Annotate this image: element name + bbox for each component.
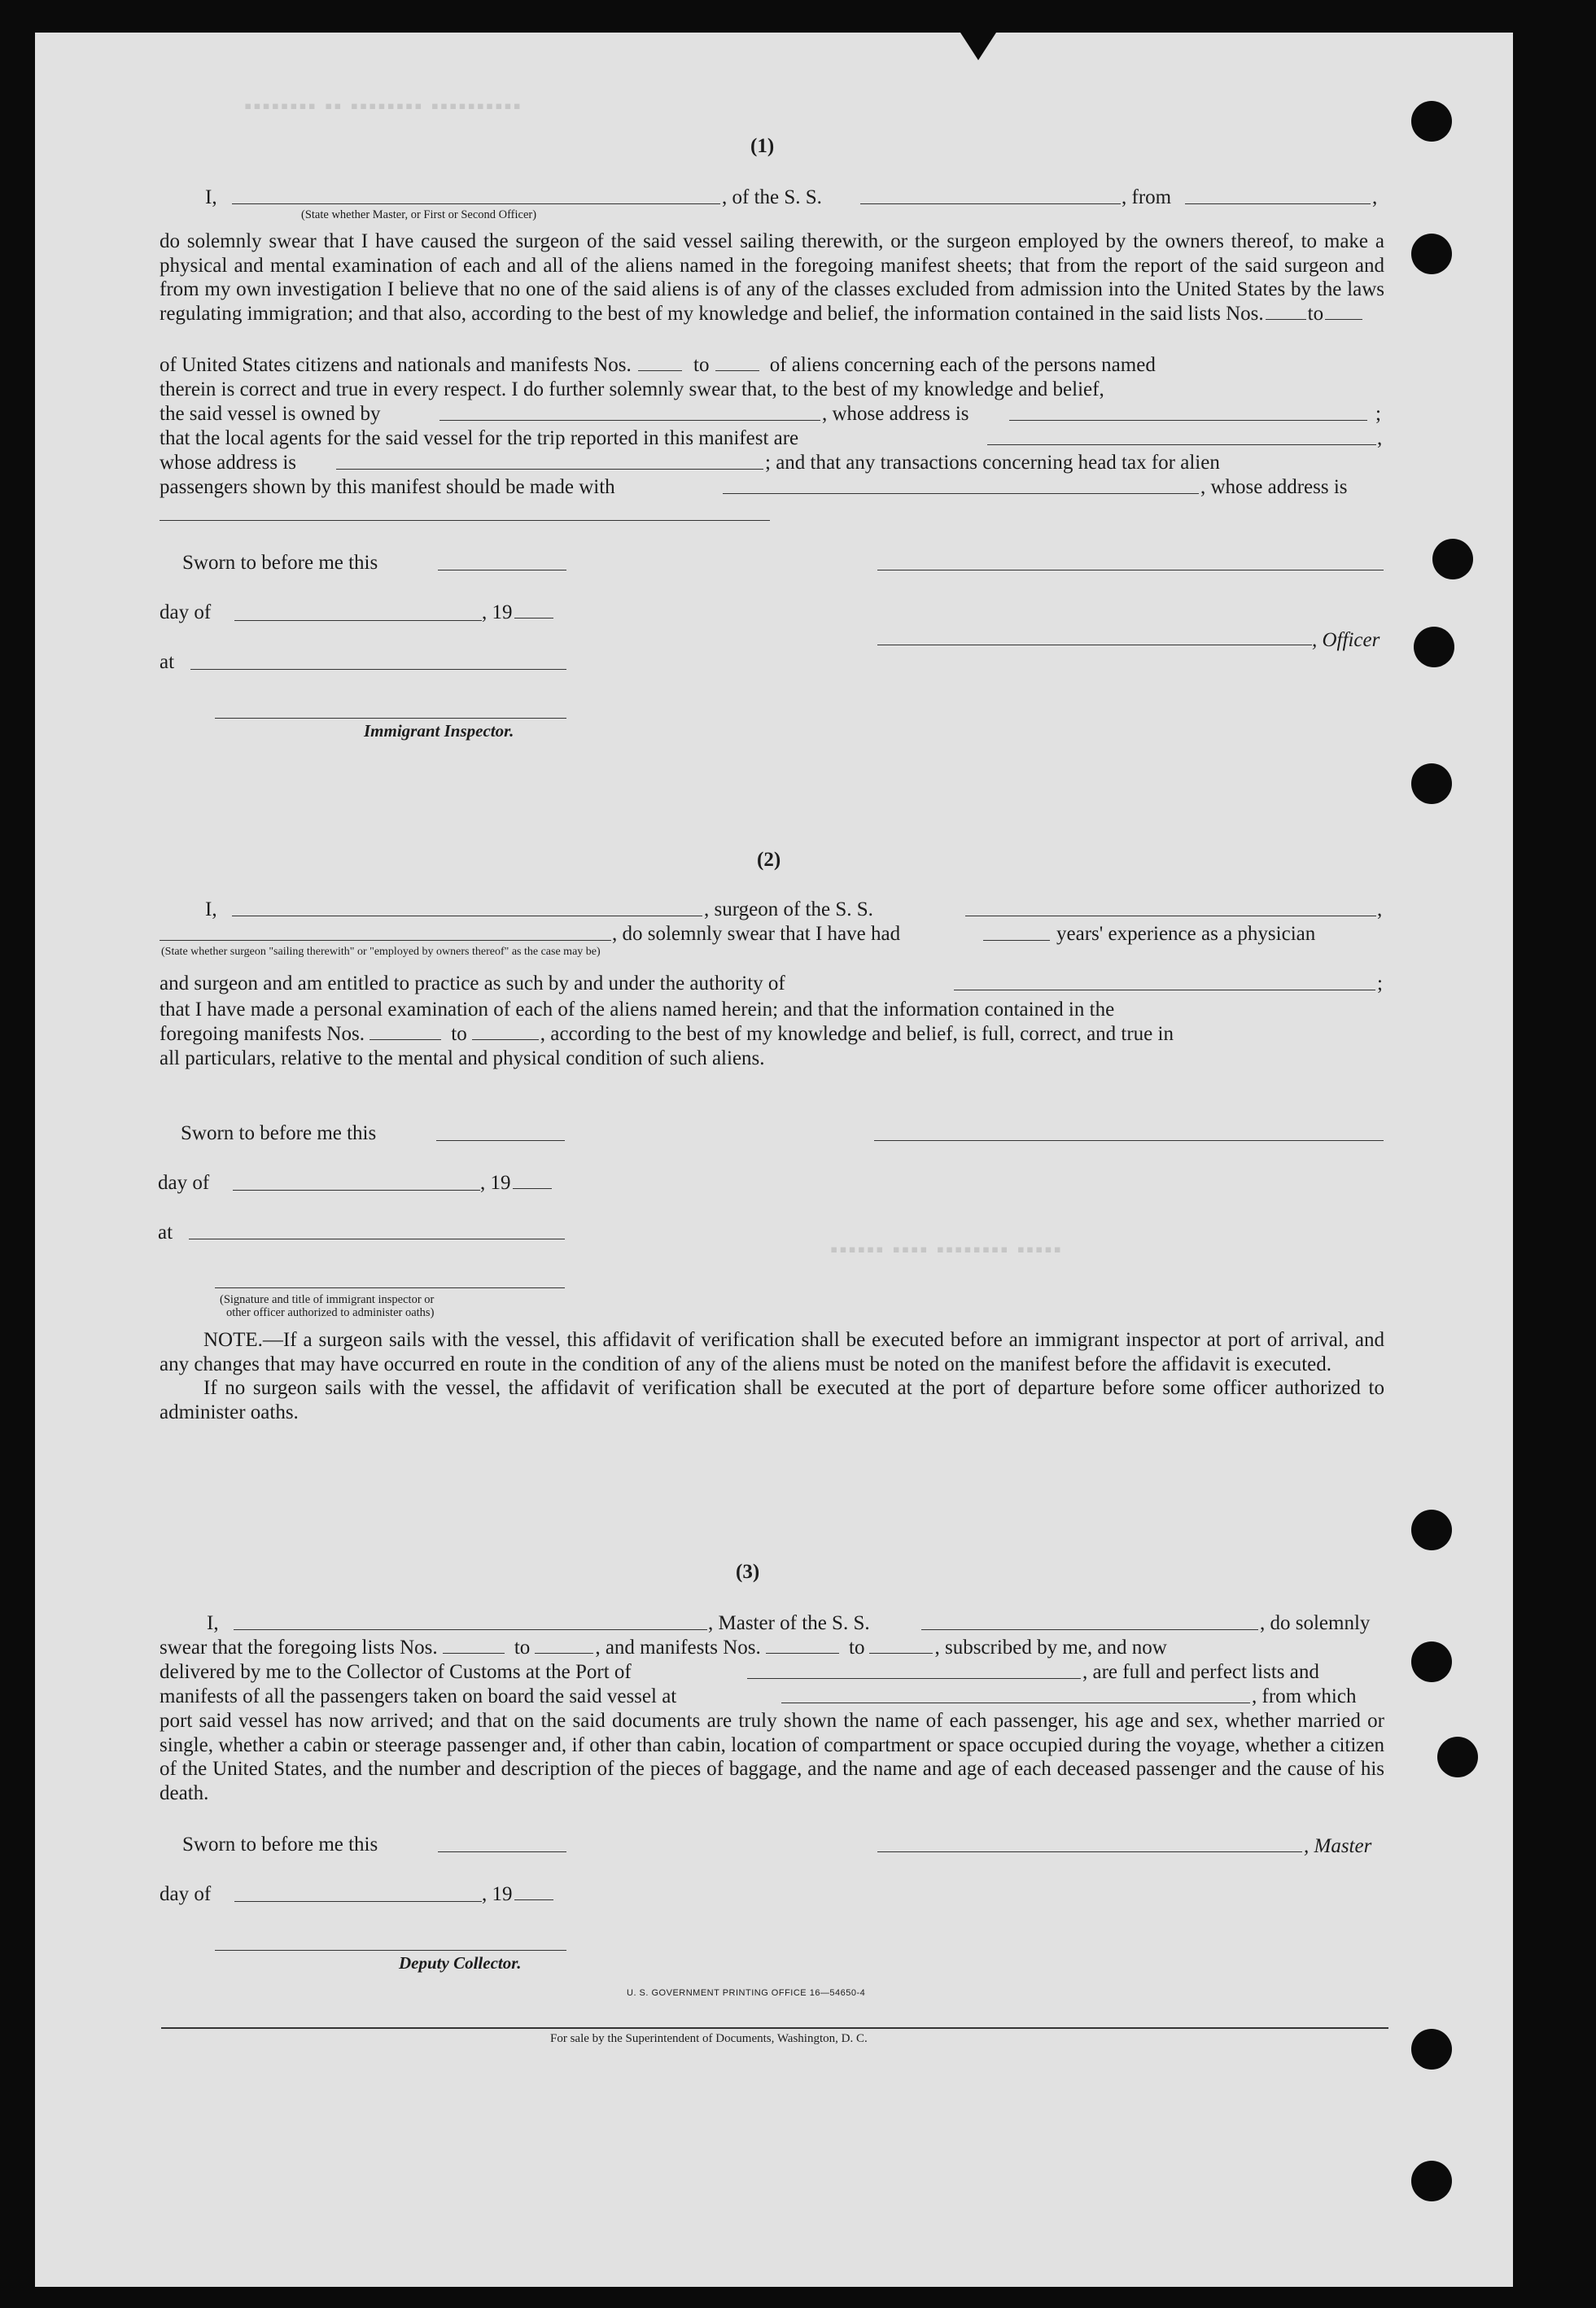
sec3-oath-paragraph: port said vessel has now arrived; and that on the said documents are truly shown the name of each passenger, his age and sex, whether married or single, whether a cabin or steerage passenger and, if other than cabin, location of compartment or space occupied during the voyage, whether a citizen of the United States, and the number and description of the pieces of baggage, and the name and age of each deceased passenger and the cause of his death.	[160, 1710, 1384, 1804]
sec1-owned-by: the said vessel is owned by	[160, 403, 381, 425]
note-label: NOTE.	[203, 1329, 263, 1351]
sec1-month-line	[234, 620, 482, 621]
sec3-manifests-all: manifests of all the passengers taken on board the said vessel at	[160, 1685, 677, 1707]
sec2-nineteen: , 19	[480, 1171, 553, 1196]
sec2-and-surgeon: and surgeon and am entitled to practice as such by and under the authority of	[160, 973, 785, 994]
punch-hole	[1432, 539, 1473, 579]
sec1-semicolon: ;	[1375, 403, 1381, 425]
punch-hole	[1411, 1510, 1452, 1550]
sec3-nineteen: , 19	[482, 1882, 555, 1907]
sec1-oath-paragraph	[160, 229, 1384, 326]
sec2-all-particulars: all particulars, relative to the mental and physical condition of such aliens.	[160, 1047, 765, 1069]
deputy-signature-line	[215, 1950, 566, 1951]
sale-notice: For sale by the Superintendent of Documents, Washington, D. C.	[550, 2032, 868, 2045]
punch-hole	[1411, 763, 1452, 804]
vessel-name-line	[860, 203, 1121, 204]
immigrant-inspector-label: Immigrant Inspector.	[364, 721, 514, 741]
agents-address-line	[336, 469, 763, 470]
sec2-i: I,	[205, 898, 217, 920]
sig-note-2: other officer authorized to administer oaths)	[226, 1306, 435, 1319]
sec2-day-of: day of	[158, 1172, 210, 1194]
sec3-master-name-line	[234, 1629, 707, 1630]
sec3-sworn: Sworn to before me this	[182, 1834, 378, 1856]
sec1-day-of: day of	[160, 601, 212, 623]
section-1-number: (1)	[750, 135, 775, 157]
sec2-foregoing: foregoing manifests Nos. to , according to the best of my knowledge and belief, is full, correct, and true in	[160, 1023, 1174, 1045]
sec1-passengers: passengers shown by this manifest should be made with	[160, 476, 615, 498]
sec3-master-of: , Master of the S. S.	[708, 1612, 870, 1634]
officer-label: , Officer	[1312, 629, 1380, 651]
sec1-therein: therein is correct and true in every respect. I do further solemnly swear that, to the best of my knowledge and belief,	[160, 378, 1104, 400]
sec3-do-solemnly: , do solemnly	[1260, 1612, 1371, 1634]
sec2-sworn: Sworn to before me this	[181, 1122, 377, 1144]
owner-address-line	[1009, 420, 1367, 421]
sec1-whose-address: , whose address is	[822, 403, 969, 425]
to-label: to	[1307, 302, 1324, 325]
sec1-local-agents: that the local agents for the said vessel for the trip reported in this manifest are	[160, 427, 799, 449]
sec3-master-signature-line	[877, 1851, 1302, 1852]
owner-line	[439, 420, 820, 421]
punch-hole	[1411, 234, 1452, 274]
sec2-para: that I have made a personal examination of each of the aliens named herein; and that the information contained in the	[160, 999, 1115, 1021]
master-label: , Master	[1304, 1835, 1372, 1857]
sec2-years: years' experience as a physician	[1056, 923, 1316, 945]
sec2-sworn-date-line	[436, 1140, 565, 1141]
master-note: (State whether Master, or First or Second Officer)	[301, 208, 537, 221]
sec3-day-of: day of	[160, 1883, 212, 1905]
sec1-at: at	[160, 651, 175, 673]
sec2-semicolon: ;	[1377, 973, 1383, 994]
sec3-vessel-line	[921, 1629, 1258, 1630]
sec3-i: I,	[207, 1612, 219, 1634]
sec2-signature-line	[874, 1140, 1384, 1141]
sec1-whose-address-end: , whose address is	[1200, 476, 1348, 498]
page-notch	[960, 33, 996, 60]
sec1-oath-text: do solemnly swear that I have caused the surgeon of the said vessel sailing therewith, or the surgeon employed by the owners thereof, to make a physical and mental examination of each and all of the aliens named in the foregoing manifest sheets; that from the report of the said surgeon and from my own investigation I believe that no one of the said aliens is of any of the classes excluded from admission into the United States by the laws regulating immigration; and that also, according to the best of my knowledge and belief, the information contained in the said lists Nos.	[160, 230, 1384, 325]
sec2-month-line	[233, 1190, 480, 1191]
punch-hole	[1411, 1641, 1452, 1682]
sec3-from-which: , from which	[1252, 1685, 1357, 1707]
sec1-sworn: Sworn to before me this	[182, 552, 378, 574]
sec1-agents-comma: ,	[1377, 427, 1383, 449]
surgeon-note: (State whether surgeon "sailing therewith" or "employed by owners thereof" as the case may be)	[161, 946, 601, 958]
sec3-sworn-date-line	[438, 1851, 566, 1852]
punch-hole	[1414, 627, 1454, 667]
sec1-at-line	[190, 669, 566, 670]
gpo-imprint: U. S. GOVERNMENT PRINTING OFFICE 16—54650-4	[627, 1988, 866, 1998]
bleed-through-mark: ▪▪▪▪▪▪▪▪ ▪▪ ▪▪▪▪▪▪▪▪ ▪▪▪▪▪▪▪▪▪▪	[244, 94, 523, 118]
sec1-head-tax: ; and that any transactions concerning head tax for alien	[765, 452, 1220, 474]
years-experience-line	[983, 940, 1050, 941]
punch-hole	[1411, 2161, 1452, 2201]
sig-note-1: (Signature and title of immigrant inspector or	[220, 1293, 435, 1306]
sec2-note: NOTE.—If a surgeon sails with the vessel, this affidavit of verification shall be executed before an immigrant inspector at port of arrival, and any changes that may have occurred en route in the condition of any of the aliens must be noted on the manifest before the affidavit is executed. If no surgeon sails with the vessel, the affidavit of verification shall be executed at the port of departure before some officer authorized to administer oaths.	[160, 1329, 1384, 1423]
sec1-comma: ,	[1372, 186, 1378, 208]
surgeon-status-line	[160, 940, 611, 941]
section-2-number: (2)	[757, 849, 781, 871]
punch-hole	[1411, 101, 1452, 142]
local-agents-line	[987, 444, 1376, 445]
head-tax-address-line	[160, 520, 770, 521]
section-3-number: (3)	[736, 1561, 760, 1583]
footer-rule	[161, 2027, 1388, 2029]
sec1-whose-address-is: whose address is	[160, 452, 297, 474]
from-port-line	[1185, 203, 1371, 204]
port-line	[747, 1678, 1081, 1679]
sec1-nineteen: , 19	[482, 601, 555, 625]
sec3-month-line	[234, 1901, 482, 1902]
master-name-line	[232, 203, 720, 204]
sec2-at: at	[158, 1222, 173, 1244]
deputy-collector-label: Deputy Collector.	[399, 1953, 522, 1973]
inspector-signature-line	[215, 718, 566, 719]
bleed-through-mark: ▪▪▪▪▪▪ ▪▪▪▪ ▪▪▪▪▪▪▪▪ ▪▪▪▪▪	[830, 1237, 1063, 1261]
sec2-surgeon-of: , surgeon of the S. S.	[704, 898, 873, 920]
sec1-from: , from	[1122, 186, 1172, 208]
punch-hole	[1411, 2029, 1452, 2070]
sec3-delivered: delivered by me to the Collector of Customs at the Port of	[160, 1661, 632, 1683]
sec2-do-swear: , do solemnly swear that I have had	[612, 923, 901, 945]
head-tax-agent-line	[723, 493, 1199, 494]
sec3-swear: swear that the foregoing lists Nos. to , and manifests Nos. to , subscribed by me, and now	[160, 1637, 1167, 1659]
sec2-comma: ,	[1377, 898, 1383, 920]
sec2-inspector-line	[215, 1287, 565, 1288]
sec1-us-citizens: of United States citizens and nationals and manifests Nos. to of aliens concerning each of the persons named	[160, 354, 1156, 376]
sec3-full-lists: , are full and perfect lists and	[1082, 1661, 1319, 1683]
sec1-i: I,	[205, 186, 217, 208]
punch-hole	[1437, 1737, 1478, 1777]
sec1-of-ss: , of the S. S.	[722, 186, 822, 208]
